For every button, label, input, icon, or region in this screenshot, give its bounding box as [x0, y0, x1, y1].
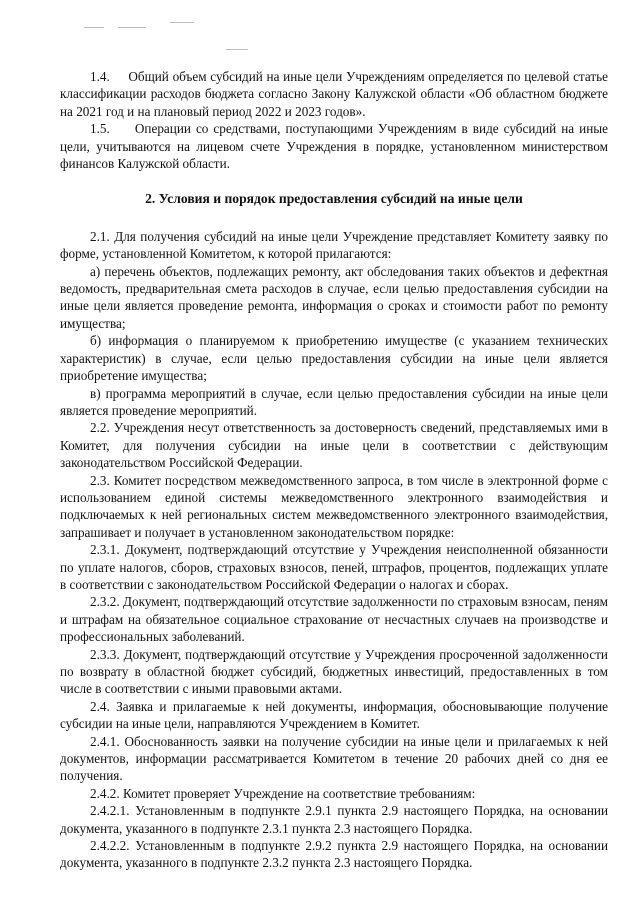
paragraph-2-4-1: 2.4.1. Обоснованность заявки на получение субсидии на иные цели и прилагаемых к ней документов, информации рассматривается Комитетом в течение 20 рабочих дней со дня ее получения. — [60, 733, 608, 784]
paragraph-2-4-2: 2.4.2. Комитет проверяет Учреждение на соответствие требованиям: — [90, 785, 476, 801]
paragraph-2-1-c: в) программа мероприятий в случае, если целью предоставления субсидии на иные цели является проведение мероприятий. — [60, 385, 608, 418]
paragraph-2-4-2-1: 2.4.2.1. Установленным в подпункте 2.9.1 пункта 2.9 настоящего Порядка, на основании документа, указанного в подпункте 2.3.1 пункта 2.3 настоящего Порядка. — [60, 803, 608, 836]
paragraph-2-1-b: б) информация о планируемом к приобретению имуществе (с указанием технических характеристик) в случае, если целью предоставления субсидии на иные цели является приобретение имущества; — [60, 333, 608, 384]
paragraph-2-3-2: 2.3.2. Документ, подтверждающий отсутствие задолженности по страховым взносам, пеням и штрафам на обязательное социальное страхование от несчастных случаев на производстве и профессиональных заболеваний. — [60, 594, 608, 645]
paragraph-2-3-3: 2.3.3. Документ, подтверждающий отсутствие у Учреждения просроченной задолженности по возврату в областной бюджет субсидий, бюджетных инвестиций, предоставленных в том числе в соответствии с иными правовыми актами. — [60, 646, 608, 697]
paragraph-1-5: 1.5. Операции со средствами, поступающими Учреждениям в виде субсидий на иные цели, учитываются на лицевом счете Учреждения в порядке, установленном министерством финансов Калужской области. — [60, 121, 608, 172]
paragraph-2-3: 2.3. Комитет посредством межведомственного запроса, в том числе в электронной форме с использованием единой системы межведомственного электронного взаимодействия и подключаемых к ней региональных систем межведомственного электронного взаимодействия, запрашивает и получает в установленном законодательством порядке: — [60, 472, 608, 540]
paragraph-2-1-a: а) перечень объектов, подлежащих ремонту, акт обследования таких объектов и дефектная ведомость, предварительная смета расходов в случае, если целью предоставления субсидии на иные цели является проведение ремонта, информация о сроках и стоимости работ по ремонту имущества; — [60, 263, 608, 331]
paragraph-2-2: 2.2. Учреждения несут ответственность за достоверность сведений, представляемых ими в Комитет, для получения субсидии на иные цели в соответствии с действующим законодательством Российской Федерации. — [60, 420, 608, 471]
scan-artifact — [118, 27, 146, 28]
paragraph-2-4-2-2: 2.4.2.2. Установленным в подпункте 2.9.2 пункта 2.9 настоящего Порядка, на основании документа, указанного в подпункте 2.3.2 пункта 2.3 настоящего Порядка. — [60, 838, 608, 871]
paragraph-1-4: 1.4. Общий объем субсидий на иные цели Учреждениям определяется по целевой статье классификации расходов бюджета согласно Закону Калужской области «Об областном бюджете на 2021 год и на плановый период 2022 и 2023 годов». — [60, 69, 608, 119]
paragraph-2-4: 2.4. Заявка и прилагаемые к ней документы, информация, обосновывающие получение субсидии на иные цели, направляются Учреждением в Комитет. — [60, 698, 608, 732]
document-body — [60, 68, 608, 872]
section-heading: 2. Условия и порядок предоставления субсидий на иные цели — [145, 191, 523, 207]
scan-artifact — [226, 49, 248, 50]
paragraph-2-1: 2.1. Для получения субсидий на иные цели Учреждение представляет Комитету заявку по форме, установленной Комитетом, к которой прилагаются: — [60, 228, 608, 262]
scan-artifact — [84, 27, 104, 28]
scan-artifact — [170, 22, 194, 23]
paragraph-2-3-1: 2.3.1. Документ, подтверждающий отсутствие у Учреждения неисполненной обязанности по уплате налогов, сборов, страховых взносов, пеней, штрафов, процентов, подлежащих уплате в соответствии с законодательством Российской Федерации о налогах и сборах. — [60, 542, 608, 592]
